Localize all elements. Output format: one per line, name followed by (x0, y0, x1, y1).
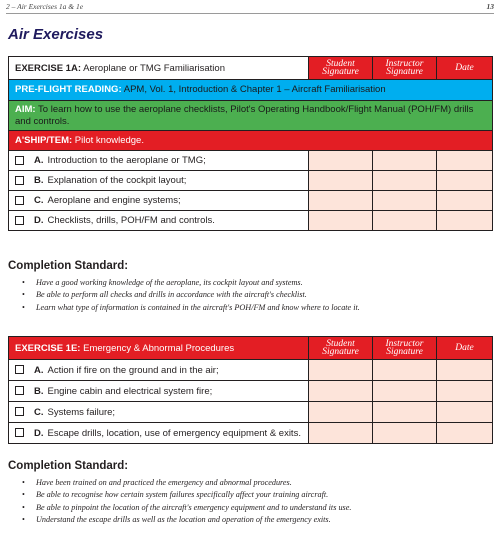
checkbox-icon[interactable] (15, 216, 24, 225)
instructor-signature-header: Instructor Signature (373, 337, 437, 360)
preflight-band (9, 80, 493, 101)
section-title: Air Exercises (8, 26, 104, 43)
table-row (9, 191, 493, 211)
date-header: Date (437, 57, 493, 80)
instructor-signature-header: Instructor Signature (373, 57, 437, 80)
checkbox-icon[interactable] (15, 176, 24, 185)
table-row (9, 423, 493, 444)
checkbox-icon[interactable] (15, 386, 24, 395)
list-item: C. Systems failure; (9, 402, 309, 423)
date-cell[interactable] (437, 423, 493, 444)
list-item: • Have been trained on and practiced the emergency and abnormal procedures. (22, 477, 490, 489)
date-cell[interactable] (437, 381, 493, 402)
instructor-signature-cell[interactable] (373, 211, 437, 231)
date-cell[interactable] (437, 360, 493, 381)
instructor-signature-cell[interactable] (373, 171, 437, 191)
preflight-row (9, 80, 493, 101)
aim-text: To learn how to use the aeroplane checklists, Pilot's Operating Handbook/Flight Manual (POH/FM) drills and controls. (15, 103, 474, 127)
table-row (9, 171, 493, 191)
student-signature-cell[interactable] (309, 402, 373, 423)
list-item: A. Introduction to the aeroplane or TMG; (9, 151, 309, 171)
list-item: • Have a good working knowledge of the aeroplane, its cockpit layout and systems. (22, 277, 490, 289)
page-number: 13 (486, 2, 494, 11)
list-item: B. Engine cabin and electrical system fire; (9, 381, 309, 402)
student-signature-header: Student Signature (309, 337, 373, 360)
table-row (9, 402, 493, 423)
list-item: • Be able to recognise how certain system failures specifically affect your training aircraft. (22, 489, 490, 501)
list-item: • Be able to pinpoint the location of the aircraft's emergency equipment and to understand its use. (22, 502, 490, 514)
table-row (9, 211, 493, 231)
preflight-text: APM, Vol. 1, Introduction & Chapter 1 – Aircraft Familiarisation (123, 84, 386, 95)
exercise-1e-header-row (9, 337, 493, 360)
checkbox-icon[interactable] (15, 428, 24, 437)
exercise-1a-table (8, 56, 493, 231)
checkbox-icon[interactable] (15, 196, 24, 205)
aship-band (9, 131, 493, 151)
list-item: • Learn what type of information is contained in the aircraft's POH/FM and know where to locate it. (22, 302, 490, 314)
aim-band (9, 101, 493, 131)
list-item: C. Aeroplane and engine systems; (9, 191, 309, 211)
checkbox-icon[interactable] (15, 407, 24, 416)
aim-label: AIM: (15, 103, 36, 115)
checkbox-icon[interactable] (15, 156, 24, 165)
list-item: B. Explanation of the cockpit layout; (9, 171, 309, 191)
exercise-1a-code: EXERCISE 1A: (15, 62, 81, 74)
student-signature-cell[interactable] (309, 360, 373, 381)
list-item: • Understand the escape drills as well as the location and operation of the emergency exits. (22, 514, 490, 526)
completion-standard-1e-heading: Completion Standard: (8, 460, 129, 472)
exercise-1a-title: Aeroplane or TMG Familiarisation (83, 62, 225, 74)
student-signature-cell[interactable] (309, 171, 373, 191)
date-header: Date (437, 337, 493, 360)
preflight-label: PRE-FLIGHT READING: (15, 84, 122, 95)
completion-standard-1a-list (22, 277, 490, 314)
running-header (6, 2, 494, 14)
student-signature-cell[interactable] (309, 211, 373, 231)
student-signature-cell[interactable] (309, 191, 373, 211)
list-item: • Be able to perform all checks and drills in accordance with the aircraft's checklist. (22, 289, 490, 301)
list-item: A. Action if fire on the ground and in the air; (9, 360, 309, 381)
checkbox-icon[interactable] (15, 365, 24, 374)
instructor-signature-cell[interactable] (373, 402, 437, 423)
exercise-1e-table (8, 336, 493, 444)
list-item: D. Escape drills, location, use of emergency equipment & exits. (9, 423, 309, 444)
exercise-1e-title-cell (9, 337, 309, 360)
student-signature-cell[interactable] (309, 381, 373, 402)
exercise-1e-title: Emergency & Abnormal Procedures (83, 342, 235, 354)
exercise-1a-title-cell (9, 57, 309, 80)
table-row (9, 381, 493, 402)
aim-row (9, 101, 493, 131)
completion-standard-1e-list (22, 477, 490, 526)
table-row (9, 360, 493, 381)
date-cell[interactable] (437, 151, 493, 171)
table-row (9, 151, 493, 171)
completion-standard-1a-heading: Completion Standard: (8, 260, 129, 272)
student-signature-cell[interactable] (309, 151, 373, 171)
instructor-signature-cell[interactable] (373, 423, 437, 444)
running-title: 2 – Air Exercises 1a & 1e (6, 2, 84, 11)
date-cell[interactable] (437, 171, 493, 191)
instructor-signature-cell[interactable] (373, 151, 437, 171)
instructor-signature-cell[interactable] (373, 381, 437, 402)
exercise-1a-header-row (9, 57, 493, 80)
exercise-1e-code: EXERCISE 1E: (15, 342, 81, 354)
student-signature-cell[interactable] (309, 423, 373, 444)
student-signature-header: Student Signature (309, 57, 373, 80)
instructor-signature-cell[interactable] (373, 191, 437, 211)
date-cell[interactable] (437, 211, 493, 231)
date-cell[interactable] (437, 191, 493, 211)
list-item: D. Checklists, drills, POH/FM and controls. (9, 211, 309, 231)
date-cell[interactable] (437, 402, 493, 423)
aship-label: A'SHIP/TEM: (15, 134, 73, 146)
aship-row (9, 131, 493, 151)
instructor-signature-cell[interactable] (373, 360, 437, 381)
aship-text: Pilot knowledge. (74, 134, 144, 146)
